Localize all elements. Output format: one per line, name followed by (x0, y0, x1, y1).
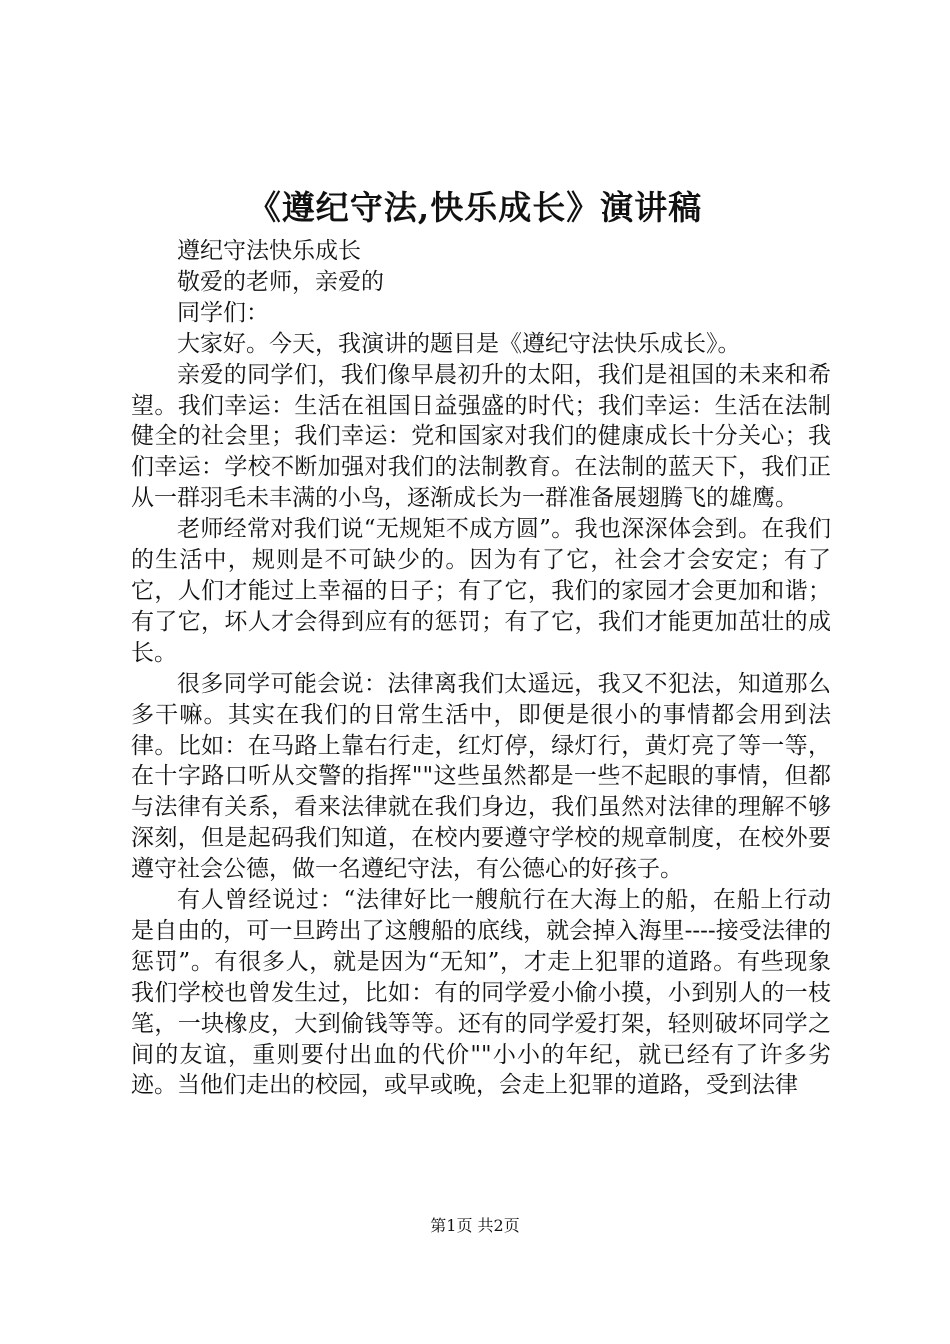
document-title: 《遵纪守法,快乐成长》演讲稿 (247, 188, 703, 227)
paragraph-salutation-2: 同学们： (177, 299, 269, 326)
paragraph-body-2: 老师经常对我们说“无规矩不成方圆”。我也深深体会到。在我们的生活中，规则是不可缺少的。因为有了它，社会才会安定；有了它，人们才能过上幸福的日子；有了它，我们的家园才会更加和谐；有了它，坏人才会得到应有的惩罚；有了它，我们才能更加茁壮的成长。 (131, 516, 831, 666)
paragraph-greeting: 大家好。今天，我演讲的题目是《遵纪守法快乐成长》。 (177, 330, 741, 357)
document-body (131, 236, 831, 1101)
paragraph-body-1: 亲爱的同学们，我们像早晨初升的太阳，我们是祖国的未来和希望。我们幸运：生活在祖国日益强盛的时代；我们幸运：生活在法制健全的社会里；我们幸运：党和国家对我们的健康成长十分关心；我们幸运：学校不断加强对我们的法制教育。在法制的蓝天下，我们正从一群羽毛未丰满的小鸟，逐渐成长为一群准备展翅腾飞的雄鹰。 (131, 361, 831, 512)
paragraph-body-3: 很多同学可能会说：法律离我们太遥远，我又不犯法，知道那么多干嘛。其实在我们的日常生活中，即便是很小的事情都会用到法律。比如：在马路上靠右行走，红灯停，绿灯行，黄灯亮了等一等，在十字路口听从交警的指挥""这些虽然都是一些不起眼的事情，但都与法律有关系，看来法律就在我们身边，我们虽然对法律的理解不够深刻，但是起码我们知道，在校内要遵守学校的规章制度，在校外要遵守社会公德，做一名遵纪守法，有公德心的好孩子。 (131, 670, 831, 883)
paragraph-body-4: 有人曾经说过：“法律好比一艘航行在大海上的船，在船上行动是自由的，可一旦跨出了这艘船的底线，就会掉入海里----接受法律的惩罚”。有很多人，就是因为“无知”，才走上犯罪的道路。有些现象我们学校也曾发生过，比如：有的同学爱小偷小摸，小到别人的一枝笔，一块橡皮，大到偷钱等等。还有的同学爱打架，轻则破坏同学之间的友谊，重则要付出血的代价""小小的年纪，就已经有了许多劣迹。当他们走出的校园，或早或晚，会走上犯罪的道路，受到法律 (131, 887, 831, 1099)
page-footer: 第1页 共2页 (430, 1216, 520, 1235)
paragraph-subtitle: 遵纪守法快乐成长 (177, 238, 361, 264)
paragraph-salutation-1: 敬爱的老师，亲爱的 (177, 268, 384, 295)
